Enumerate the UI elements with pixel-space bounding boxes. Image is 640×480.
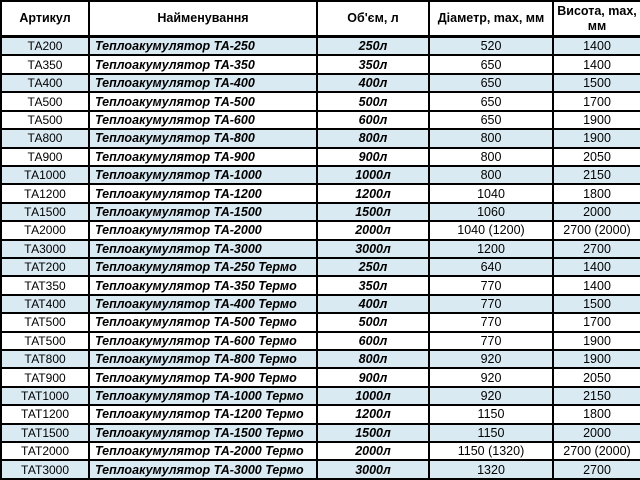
cell-article: ТА800 [1,129,89,147]
cell-name: Теплоакумулятор ТА-900 Термо [89,368,317,386]
cell-volume: 3000л [317,240,429,258]
cell-name: Теплоакумулятор ТА-250 Термо [89,258,317,276]
cell-article: ТА1200 [1,184,89,202]
table-row [1,368,640,386]
cell-article: ТАТ400 [1,295,89,313]
cell-article: ТАТ350 [1,276,89,294]
cell-diameter: 800 [429,148,553,166]
cell-diameter: 920 [429,368,553,386]
cell-volume: 1500л [317,203,429,221]
cell-name: Теплоакумулятор ТА-400 Термо [89,295,317,313]
cell-volume: 350л [317,55,429,73]
table-row [1,166,640,184]
cell-volume: 1500л [317,424,429,442]
table-body [1,37,640,480]
cell-name: Теплоакумулятор ТА-800 [89,129,317,147]
cell-name: Теплоакумулятор ТА-600 [89,111,317,129]
table-row [1,129,640,147]
cell-diameter: 920 [429,387,553,405]
cell-article: ТАТ200 [1,258,89,276]
cell-name: Теплоакумулятор ТА-2000 Термо [89,442,317,460]
cell-name: Теплоакумулятор ТА-3000 [89,240,317,258]
cell-height: 1900 [553,332,640,350]
cell-diameter: 920 [429,350,553,368]
cell-name: Теплоакумулятор ТА-2000 [89,221,317,239]
header-row [1,1,640,37]
cell-volume: 800л [317,350,429,368]
cell-name: Теплоакумулятор ТА-500 [89,92,317,110]
cell-article: ТА500 [1,111,89,129]
cell-article: ТА1500 [1,203,89,221]
cell-height: 2700 (2000) [553,221,640,239]
cell-article: ТА200 [1,37,89,56]
table-row [1,184,640,202]
cell-volume: 1000л [317,166,429,184]
cell-height: 1500 [553,295,640,313]
cell-article: ТАТ500 [1,313,89,331]
cell-name: Теплоакумулятор ТА-3000 Термо [89,460,317,479]
col-header-height: Висота, max, мм [553,1,640,37]
cell-diameter: 770 [429,332,553,350]
cell-article: ТАТ2000 [1,442,89,460]
cell-diameter: 770 [429,295,553,313]
cell-height: 2000 [553,424,640,442]
table-row [1,74,640,92]
table-row [1,405,640,423]
cell-height: 2050 [553,368,640,386]
cell-diameter: 640 [429,258,553,276]
table-row [1,442,640,460]
table-row [1,424,640,442]
table-row [1,332,640,350]
table-row [1,460,640,479]
cell-name: Теплоакумулятор ТА-350 Термо [89,276,317,294]
cell-height: 1500 [553,74,640,92]
table-row [1,295,640,313]
cell-height: 1800 [553,184,640,202]
cell-name: Теплоакумулятор ТА-400 [89,74,317,92]
cell-article: ТАТ500 [1,332,89,350]
cell-diameter: 650 [429,74,553,92]
cell-diameter: 650 [429,92,553,110]
cell-name: Теплоакумулятор ТА-500 Термо [89,313,317,331]
cell-height: 1400 [553,258,640,276]
cell-height: 2700 [553,240,640,258]
table-row [1,55,640,73]
table-row [1,37,640,56]
cell-height: 1900 [553,111,640,129]
cell-volume: 1000л [317,387,429,405]
cell-volume: 900л [317,368,429,386]
cell-name: Теплоакумулятор ТА-1500 [89,203,317,221]
cell-article: ТАТ1200 [1,405,89,423]
col-header-diameter: Діаметр, max, мм [429,1,553,37]
table-row [1,221,640,239]
cell-name: Теплоакумулятор ТА-1000 [89,166,317,184]
cell-height: 2150 [553,166,640,184]
table-row [1,111,640,129]
cell-volume: 500л [317,92,429,110]
cell-volume: 3000л [317,460,429,479]
col-header-volume: Об'єм, л [317,1,429,37]
table-row [1,350,640,368]
cell-diameter: 650 [429,111,553,129]
cell-diameter: 800 [429,166,553,184]
cell-height: 1400 [553,276,640,294]
cell-volume: 900л [317,148,429,166]
cell-volume: 800л [317,129,429,147]
cell-volume: 500л [317,313,429,331]
cell-article: ТАТ1000 [1,387,89,405]
cell-diameter: 1060 [429,203,553,221]
table-row [1,313,640,331]
cell-diameter: 1040 [429,184,553,202]
cell-article: ТА500 [1,92,89,110]
cell-diameter: 1040 (1200) [429,221,553,239]
cell-volume: 350л [317,276,429,294]
cell-article: ТА900 [1,148,89,166]
cell-article: ТА350 [1,55,89,73]
cell-name: Теплоакумулятор ТА-800 Термо [89,350,317,368]
cell-volume: 1200л [317,405,429,423]
cell-height: 1700 [553,92,640,110]
cell-volume: 2000л [317,221,429,239]
col-header-article: Артикул [1,1,89,37]
table-row [1,258,640,276]
cell-height: 1800 [553,405,640,423]
col-header-name: Найменування [89,1,317,37]
cell-height: 1400 [553,55,640,73]
cell-diameter: 1320 [429,460,553,479]
cell-diameter: 650 [429,55,553,73]
cell-height: 1700 [553,313,640,331]
cell-name: Теплоакумулятор ТА-1200 [89,184,317,202]
cell-article: ТА2000 [1,221,89,239]
cell-diameter: 1200 [429,240,553,258]
cell-article: ТАТ1500 [1,424,89,442]
table-row [1,276,640,294]
cell-name: Теплоакумулятор ТА-350 [89,55,317,73]
table-row [1,148,640,166]
cell-article: ТАТ3000 [1,460,89,479]
cell-height: 2700 [553,460,640,479]
cell-height: 2050 [553,148,640,166]
cell-height: 1900 [553,129,640,147]
cell-name: Теплоакумулятор ТА-1500 Термо [89,424,317,442]
cell-height: 2700 (2000) [553,442,640,460]
cell-volume: 250л [317,258,429,276]
cell-diameter: 1150 [429,405,553,423]
cell-article: ТА1000 [1,166,89,184]
cell-name: Теплоакумулятор ТА-900 [89,148,317,166]
cell-height: 2150 [553,387,640,405]
cell-height: 2000 [553,203,640,221]
table-row [1,387,640,405]
cell-volume: 400л [317,74,429,92]
table-row [1,240,640,258]
cell-volume: 400л [317,295,429,313]
cell-name: Теплоакумулятор ТА-250 [89,37,317,56]
table-header [1,1,640,37]
cell-volume: 600л [317,111,429,129]
cell-diameter: 800 [429,129,553,147]
table-row [1,92,640,110]
cell-diameter: 1150 [429,424,553,442]
cell-article: ТА400 [1,74,89,92]
cell-article: ТАТ800 [1,350,89,368]
cell-article: ТАТ900 [1,368,89,386]
cell-name: Теплоакумулятор ТА-1200 Термо [89,405,317,423]
cell-diameter: 1150 (1320) [429,442,553,460]
cell-article: ТА3000 [1,240,89,258]
cell-height: 1400 [553,37,640,56]
cell-volume: 1200л [317,184,429,202]
cell-diameter: 770 [429,313,553,331]
cell-volume: 600л [317,332,429,350]
cell-name: Теплоакумулятор ТА-600 Термо [89,332,317,350]
cell-name: Теплоакумулятор ТА-1000 Термо [89,387,317,405]
cell-height: 1900 [553,350,640,368]
cell-diameter: 520 [429,37,553,56]
table-row [1,203,640,221]
cell-volume: 250л [317,37,429,56]
cell-diameter: 770 [429,276,553,294]
cell-volume: 2000л [317,442,429,460]
